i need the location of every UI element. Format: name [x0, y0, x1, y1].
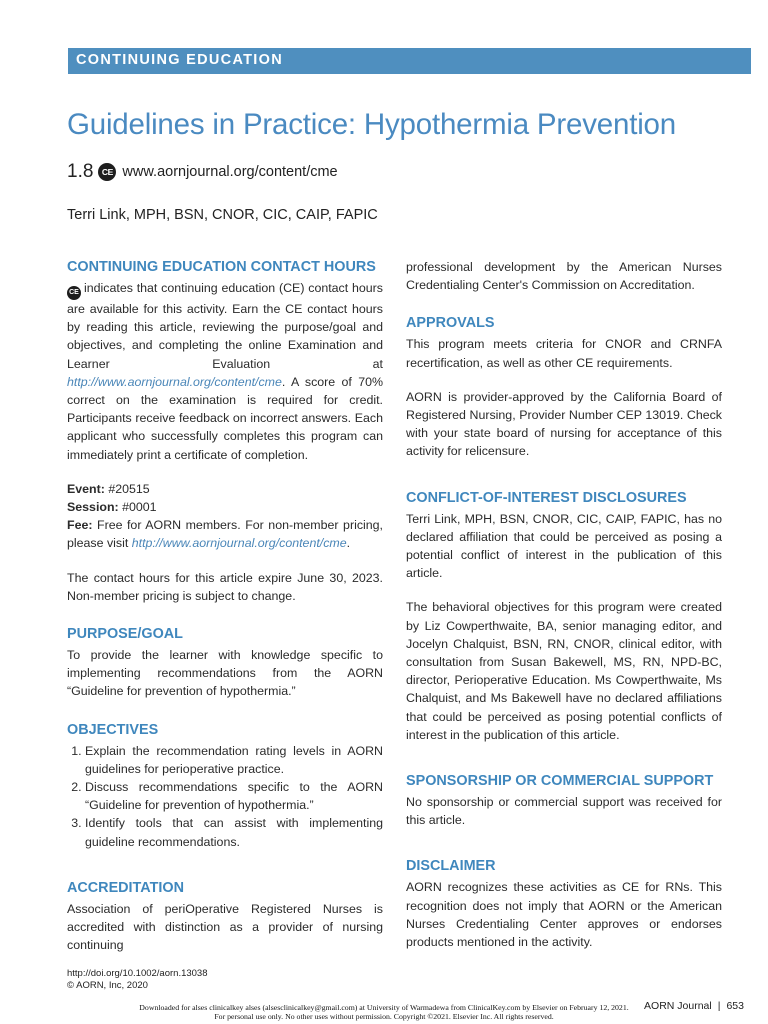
- contact-hours-text-b: . A score of 70% correct on the examination is required for credit. Participants receive feedback on incorrect answers. Each applicant who successfully completes this program can immediately print a certificate of completion.: [67, 374, 383, 462]
- accreditation-text: Association of periOperative Registered Nurses is accredited with distinction as a provider of nursing continuing: [67, 901, 383, 953]
- purpose-heading: PURPOSE/GOAL: [67, 626, 183, 643]
- event-label: Event:: [67, 481, 105, 496]
- sponsorship-heading: SPONSORSHIP OR COMMERCIAL SUPPORT: [406, 773, 714, 790]
- session-label: Session:: [67, 500, 119, 515]
- approvals-text-2: AORN is provider-approved by the California Board of Registered Nursing, Provider Number CEP 13019. Check with your state board of nursing for acceptance of this activity for relicensure.: [406, 389, 722, 459]
- sponsorship-text: No sponsorship or commercial support was received for this article.: [406, 795, 722, 828]
- contact-hours-text: [67, 279, 383, 464]
- disclaimer-heading: DISCLAIMER: [406, 858, 496, 875]
- cme-link[interactable]: http://www.aornjournal.org/content/cme: [67, 374, 282, 389]
- conflict-heading: CONFLICT-OF-INTEREST DISCLOSURES: [406, 489, 687, 506]
- contact-hours-heading: CONTINUING EDUCATION CONTACT HOURS: [67, 259, 376, 275]
- fee-text: Free for AORN members. For non-member pricing, please visit: [67, 518, 383, 551]
- journal-name: AORN Journal: [644, 1000, 712, 1012]
- objectives-list: [67, 742, 383, 851]
- objective-item: 3. Identify tools that can assist with implementing guideline recommendations.: [85, 814, 383, 850]
- section-label: CONTINUING EDUCATION: [76, 52, 283, 68]
- fee-link[interactable]: http://www.aornjournal.org/content/cme: [131, 536, 347, 551]
- ce-url-link[interactable]: www.aornjournal.org/content/cme: [122, 164, 338, 180]
- copyright-text: © AORN, Inc, 2020: [67, 980, 148, 991]
- contact-hours-text-a: indicates that continuing education (CE) contact hours are available for this activity. Earn the CE contact hours by reading this article, reviewing the purpose/goal and objectives, and completing the online Examination and Learner Evaluation at: [67, 281, 383, 371]
- left-column: [67, 258, 383, 954]
- ce-badge-icon: CE: [98, 163, 116, 181]
- footer-separator: |: [717, 1000, 721, 1012]
- conflict-text-1: Terri Link, MPH, BSN, CNOR, CIC, CAIP, FAPIC, has no declared affiliation that could be perceived as posing a potential conflict of interest in the publication of this article.: [406, 511, 722, 581]
- accreditation-heading: ACCREDITATION: [67, 879, 184, 896]
- right-column: [406, 258, 722, 951]
- disclaimer-text: AORN recognizes these activities as CE for RNs. This recognition does not imply that AORN or the American Nurses Credentialing Center approves or endorses products mentioned in the activity.: [406, 880, 722, 950]
- objectives-heading: OBJECTIVES: [67, 721, 159, 738]
- doi-block: [67, 968, 208, 992]
- event-info: [67, 480, 383, 498]
- page-number: 653: [726, 1000, 744, 1012]
- fee-info: [67, 516, 383, 552]
- objective-item: 2. Discuss recommendations specific to the AORN “Guideline for prevention of hypothermia.”: [85, 778, 383, 814]
- accreditation-continued: professional development by the American Nurses Credentialing Center's Commission on Accreditation.: [406, 260, 722, 293]
- session-value: #0001: [118, 500, 157, 515]
- ce-hours: 1.8: [67, 161, 94, 182]
- article-title: Guidelines in Practice: Hypothermia Prevention: [67, 108, 676, 141]
- fee-label: Fee:: [67, 518, 93, 533]
- ce-credit-line: [67, 161, 338, 183]
- conflict-text-2: The behavioral objectives for this program were created by Liz Cowperthwaite, BA, senior managing editor, and Jocelyn Chalquist, BSN, RN, CNOR, clinical editor, with consultation from Susan Bakewell, MS, RN, NPD-BC, director, Perioperative Education. Ms Cowperthwaite, Ms Chalquist, and Ms Bakewell have no declared affiliations that could be perceived as posing potential conflicts of interest in the publication of this article.: [406, 600, 722, 742]
- doi-link[interactable]: http://doi.org/10.1002/aorn.13038: [67, 968, 208, 979]
- approvals-text-1: This program meets criteria for CNOR and CRNFA recertification, as well as other CE requirements.: [406, 337, 722, 370]
- ce-badge-icon: CE: [67, 286, 81, 300]
- section-banner: [68, 48, 751, 74]
- usage-notice: For personal use only. No other uses without permission. Copyright ©2021. Elsevier Inc. All rights reserved.: [214, 1012, 554, 1021]
- objective-item: 1. Explain the recommendation rating levels in AORN guidelines for perioperative practice.: [85, 742, 383, 778]
- approvals-heading: APPROVALS: [406, 315, 495, 332]
- purpose-text: To provide the learner with knowledge specific to implementing recommendations from the AORN “Guideline for prevention of hypothermia.”: [67, 648, 383, 699]
- expiration-text: The contact hours for this article expire June 30, 2023. Non-member pricing is subject to change.: [67, 570, 383, 603]
- fee-end: .: [346, 536, 351, 551]
- author-byline: Terri Link, MPH, BSN, CNOR, CIC, CAIP, FAPIC: [67, 207, 378, 223]
- event-value: #20515: [104, 481, 150, 496]
- session-info: [67, 498, 383, 516]
- download-notice: Downloaded for alses clinicalkey alses (alsesclinicalkey@gmail.com) at University of Warmadewa from ClinicalKey.com by Elsevier on February 12, 2021.: [139, 1003, 629, 1012]
